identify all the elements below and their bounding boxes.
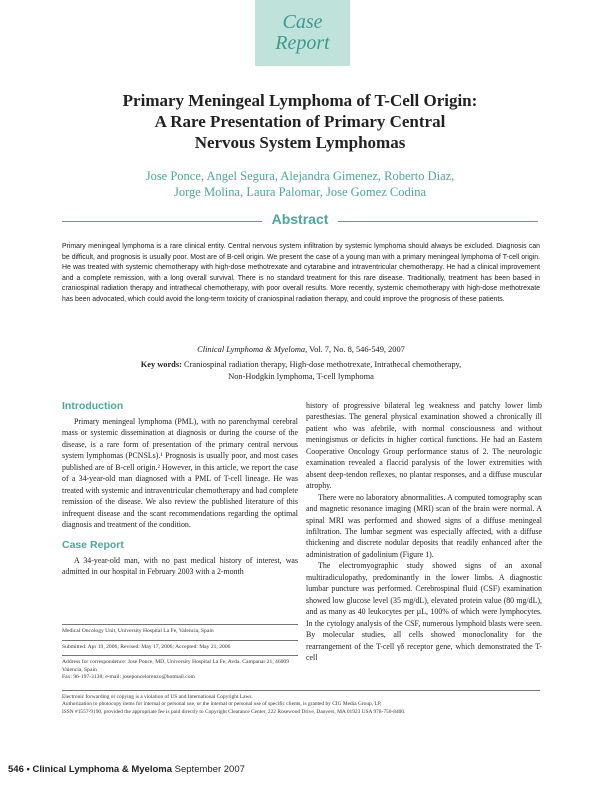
- article-title: [60, 90, 540, 153]
- abstract-rule-left: [62, 221, 262, 222]
- keywords-line-2: Non-Hodgkin lymphoma, T-cell lymphoma: [228, 372, 374, 381]
- case-report-badge: [255, 0, 350, 66]
- title-line-2: A Rare Presentation of Primary Central: [154, 112, 446, 131]
- badge-line-1: Case: [282, 11, 323, 33]
- footer-journal: • Clinical Lymphoma & Myeloma: [23, 764, 173, 775]
- title-line-3: Nervous System Lymphomas: [194, 133, 406, 152]
- affiliation-unit: Medical Oncology Unit, University Hospital La Fe, Valencia, Spain: [62, 628, 214, 634]
- authors-line-2: Jorge Molina, Laura Palomar, Jose Gomez Codina: [174, 185, 426, 199]
- keywords-label: Key words:: [140, 360, 182, 369]
- copyright-notice: [62, 690, 540, 716]
- affiliation-dates: Submitted: Apr 19, 2006; Revised: May 17, 2006; Accepted: May 21, 2006: [62, 643, 231, 650]
- authors: [90, 168, 510, 200]
- abstract-text: Primary meningeal lymphoma is a rare clinical entity. Central nervous system infiltration by systemic lymphoma should always be excluded. Diagnosis can be difficult, and prognosis is usually poor. Most are of B-cell origin. We present the case of a young man with a primary meningeal lymphoma of T-cell origin. He was treated with systemic chemotherapy with high-dose methotrexate and cytarabine and intraventricular chemotherapy. He had a clinical improvement and a complete remission, with a long overall survival. There is no standard treatment for this rare disease. Traditionally, treatment has been based in craniospinal radiation therapy and intrathecal chemotherapy, with poor overall results. More recently, systemic chemotherapy with high-dose methotrexate has been advocated, which could avoid the long-term toxicity of craniospinal radiation therapy, and could improve the prognosis of these patients.: [62, 243, 540, 303]
- title-line-1: Primary Meningeal Lymphoma of T-Cell Origin:: [122, 91, 478, 110]
- citation-journal: Clinical Lymphoma & Myeloma: [197, 345, 306, 354]
- authors-line-1: Jose Ponce, Angel Segura, Alejandra Gimenez, Roberto Diaz,: [145, 169, 455, 183]
- page-number: 546: [8, 764, 24, 775]
- case-report-heading: Case Report: [62, 538, 124, 551]
- copyright-line-2: Authorization to photocopy items for internal or personal use, or the internal or personal use of specific clients, is granted by CIG Media Group, LP,: [62, 701, 382, 708]
- copyright-line-1: Electronic forwarding or copying is a violation of US and International Copyright Laws.: [62, 694, 253, 700]
- case-paragraph-3: The electromyographic study showed signs of an axonal multiradiculopathy, predominantly in the lower limbs. A diagnostic lumbar puncture was performed. Cerebrospinal fluid (CSF) examination showed low glucose level (35 mg/dL), elevated protein value (80 mg/dL), and as many as 40 leukocytes per µL, 100% of which were lymphocytes. In the cytology analysis of the CSF, numerous lymphoid blasts were seen. By molecular studies, all cells showed monoclonality for the rearrangement of the T-cell γδ receptor gene, which demonstrated the T-cell: [306, 561, 542, 662]
- citation: [62, 345, 540, 354]
- footer-date: September 2007: [172, 764, 245, 775]
- page-footer: [8, 764, 245, 775]
- citation-details: , Vol. 7, No. 8, 546-549, 2007: [305, 345, 405, 354]
- abstract-heading: Abstract: [271, 211, 329, 227]
- introduction-heading: Introduction: [62, 400, 124, 412]
- copyright-line-3: ISSN #1557-9190, provided the appropriate fee is paid directly to Copyright Clearance Center, 222 Rosewood Drive, Danvers, MA 01923 USA 978-750-8400.: [62, 708, 406, 715]
- badge-line-2: Report: [275, 32, 330, 54]
- case-paragraph-2: There were no laboratory abnormalities. A computed tomography scan and magnetic resonance imaging (MRI) scan of the brain were normal. A spinal MRI was performed and showed signs of a diffuse meningeal infiltration. The lumbar segment was especially affected, with a diffuse thickening and discrete nodular deposits that readily enhanced after the administration of gadolinium (Figure 1).: [306, 492, 542, 559]
- right-column: [306, 400, 542, 663]
- keywords: [62, 359, 540, 383]
- left-column: [62, 400, 298, 577]
- introduction-text: Primary meningeal lymphoma (PML), with no parenchymal cerebral mass or systemic dissemination at diagnosis or during the course of the disease, is a rare form of presentation of the primary central nervous system lymphomas (PCNSLs).¹ Prognosis is usually poor, and most cases published are of B-cell origin.² However, in this article, we report the case of a 34-year-old man diagnosed with a PML of T-cell lineage. He was treated with systemic and intraventricular chemotherapy and had complete remission of the disease. We also review the published literature of this infrequent disease and the scant recommendations regarding the optimal diagnosis and treatment of the condition.: [62, 417, 298, 530]
- affiliation-contact: Fax: 96-197-3138; e-mail: joseponcelorenzo@hotmail.com: [62, 674, 195, 681]
- case-paragraph-1: history of progressive bilateral leg weakness and patchy lower limb paresthesias. The general physical examination showed a chronically ill patient who was afebrile, with normal consciousness and without meningismus or deficits in higher cortical functions. He had an Eastern Cooperative Oncology Group performance status of 2. The neurologic examination revealed a flaccid paralysis of the lower extremities with absent deep-tendon reflexes, no plantar responses, and a diffuse muscular atrophy.: [306, 401, 542, 491]
- affiliation-block: [62, 620, 298, 682]
- keywords-line-1: Craniospinal radiation therapy, High-dose methotrexate, Intrathecal chemotherapy,: [181, 360, 462, 369]
- affiliation-address: Address for correspondence: Jose Ponce, MD, University Hospital La Fe, Avda. Campanar 21, 46009 Valencia, Spain: [62, 659, 290, 673]
- case-report-text: A 34-year-old man, with no past medical history of interest, was admitted in our hospital in February 2003 with a 2-month: [62, 555, 298, 576]
- abstract-rule-right: [338, 221, 538, 222]
